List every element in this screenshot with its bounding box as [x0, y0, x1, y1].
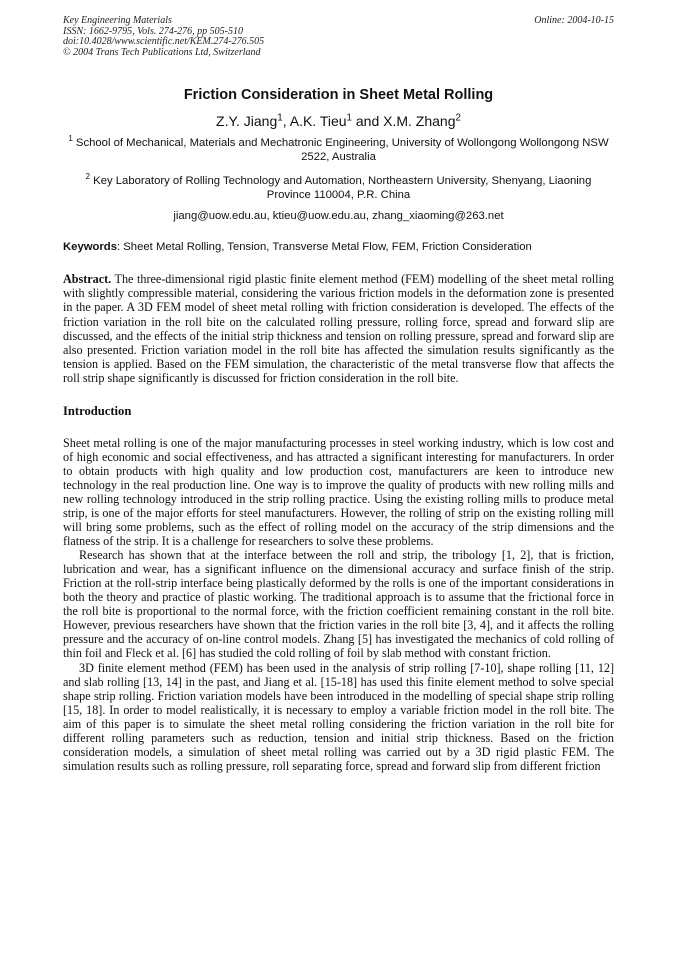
- author-affil-mark: 1: [277, 112, 283, 124]
- affiliation: [63, 174, 614, 202]
- author-name: A.K. Tieu: [289, 113, 347, 130]
- abstract-label: Abstract.: [63, 272, 112, 287]
- author-separator: and: [352, 113, 384, 130]
- affiliation: [63, 136, 614, 164]
- author-name: Z.Y. Jiang: [216, 113, 278, 130]
- paper-title: Friction Consideration in Sheet Metal Rolling: [183, 87, 494, 104]
- author-affil-mark: 2: [455, 112, 461, 124]
- abstract: [63, 272, 614, 384]
- section-heading-introduction: Introduction: [63, 403, 132, 418]
- issn-line: ISSN: 1662-9795, Vols. 274-276, pp 505-510: [63, 25, 243, 37]
- online-date: Online: 2004-10-15: [534, 15, 614, 26]
- affiliation-mark: 1: [68, 134, 73, 144]
- body-paragraph: Research has shown that at the interface between the roll and strip, the tribology [1, 2], that is friction, lubrication and wear, has a significant influence on the dimensional accuracy and surface finish of the strip. Friction at the roll-strip interface being plastically deformed by the rolls is one of the important considerations in both the theory and practice of plastic working. The traditional approach is to assume that the frictional force in the roll bite is proportional to the normal force, with the friction coefficient remaining constant in the roll bite. However, previous researchers have shown that the friction varies in the roll bite [3, 4], and it affects the rolling pressure and the accuracy of on-line control models. Zhang [5] has investigated the mechanics of cold rolling of thin foil and Fleck et al. [6] has studied the cold rolling of foil by slab method with constant friction.: [63, 548, 614, 661]
- body-paragraph: Sheet metal rolling is one of the major manufacturing processes in steel working industry, which is low cost and of high economic and social effectiveness, and has attracted a significant interesting for manufacturers. In order to obtain products with high quality and low production cost, manufacturers are keen to introduce new technology in the real production line. One way is to improve the quality of products with new rolling mills and new rolling technology introduced in the strip rolling practice. Using the existing rolling mills to produce metal strip, is one of the major efforts for steel manufacturers. However, the rolling of strip on the existing rolling mill will bring some problems, such as the effect of rolling model on the accuracy of the strip dimensions and the flatness of the strip. It is a challenge for researchers to solve these problems.: [63, 435, 614, 549]
- journal-header: [63, 16, 614, 58]
- body-paragraph: 3D finite element method (FEM) has been used in the analysis of strip rolling [7-10], shape rolling [11, 12] and slab rolling [13, 14] in the past, and Jiang et al. [15-18] has used this finite element method to solve special shape strip rolling. Friction variation models have been introduced in the modelling of special shape strip rolling [15, 18]. In order to model realistically, it is necessary to employ a variable friction model in the roll bite. The aim of this paper is to simulate the sheet metal rolling considering the friction variation in the roll bite for different rolling parameters such as reduction, tension and initial strip thickness. Based on the friction consideration models, a simulation of sheet metal rolling was carried out by a 3D rigid plastic FEM. The simulation results such as rolling pressure, roll separating force, spread and forward slip from different friction: [63, 660, 614, 773]
- author-name: X.M. Zhang: [383, 113, 456, 130]
- author-affil-mark: 1: [346, 112, 352, 124]
- keywords-text: : Sheet Metal Rolling, Tension, Transverse Metal Flow, FEM, Friction Consideration: [117, 241, 532, 254]
- author-list: [63, 112, 614, 130]
- journal-name: Key Engineering Materials: [63, 15, 172, 26]
- author-separator: ,: [282, 113, 290, 130]
- doi-line: doi:10.4028/www.scientific.net/KEM.274-276.505: [63, 36, 265, 48]
- affiliation-mark: 2: [85, 172, 91, 182]
- keywords-label: Keywords: [63, 241, 117, 254]
- abstract-text: The three-dimensional rigid plastic finite element method (FEM) modelling of the sheet metal rolling with slightly compressible material, considering the various friction models in the deformation zone is presented in the paper. A 3D FEM model of sheet metal rolling with friction consideration is developed. The effects of the friction variation in the roll bite on the calculated rolling pressure, rolling force, spread and forward slip are discussed, and the effects of the initial strip thickness and tension on rolling pressure, spread and forward slip are also presented. Friction variation model in the roll bite has affected the simulation results significantly as the tension is applied. Based on the FEM simulation, the characteristic of the metal transverse flow that affects the roll strip shape significantly is discussed for friction consideration in the roll bite.: [63, 272, 614, 385]
- copyright-line: © 2004 Trans Tech Publications Ltd, Switzerland: [63, 46, 261, 58]
- affiliation-text: Key Laboratory of Rolling Technology and Automation, Northeastern University, Shenyang, Liaoning Province 110004, P.R. China: [93, 175, 592, 202]
- keywords: [63, 240, 614, 254]
- paper-page: [63, 16, 614, 773]
- author-emails: jiang@uow.edu.au, ktieu@uow.edu.au, zhang_xiaoming@263.net: [173, 210, 504, 223]
- affiliation-text: School of Mechanical, Materials and Mechatronic Engineering, University of Wollongong Wollongong NSW 2522, Australia: [75, 137, 609, 164]
